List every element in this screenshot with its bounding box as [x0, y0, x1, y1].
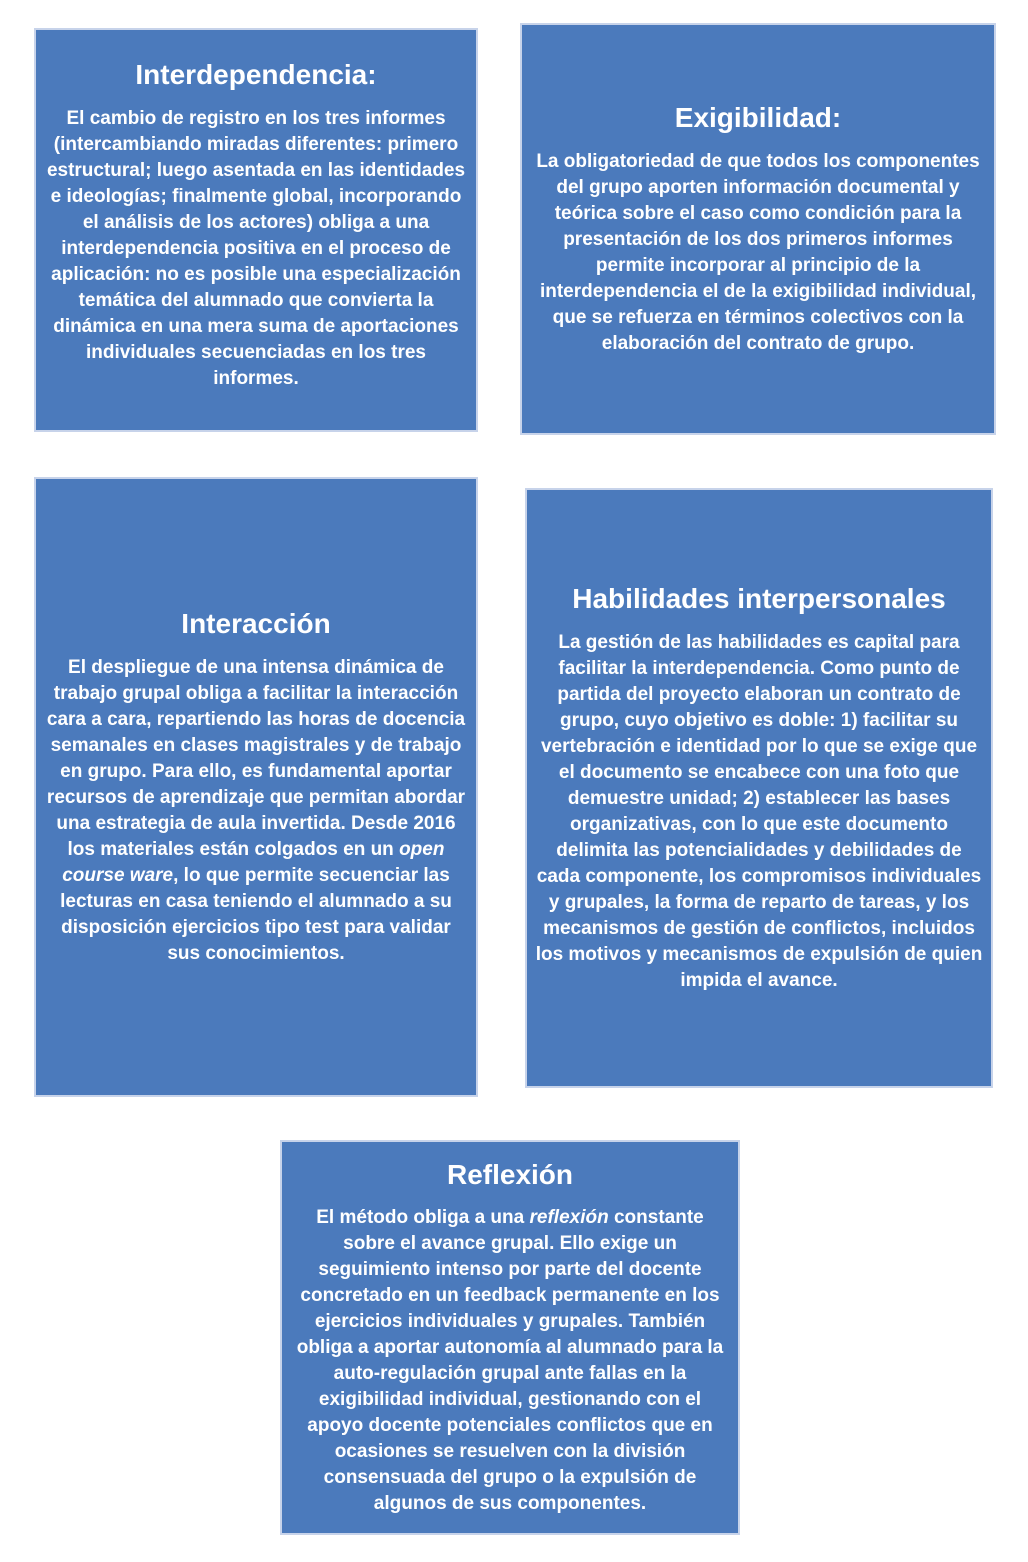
card-title-reflexion: Reflexión: [446, 1158, 574, 1190]
card-title-interdependencia: Interdependencia:: [135, 59, 377, 90]
card-title-interaccion: Interacción: [181, 608, 331, 640]
card-exigibilidad: [520, 23, 996, 435]
card-interaccion: [34, 477, 478, 1097]
card-title-exigibilidad: Exigibilidad:: [674, 102, 842, 134]
card-interdependencia: [34, 28, 478, 432]
card-body-interaccion: El despliegue de una intensa dinámica de trabajo grupal obliga a facilitar la interacción cara a cara, repartiendo las horas de docencia semanales en clases magistrales y de trabajo en grupo. Para ello, es fundamental aportar recursos de aprendizaje que permitan abordar una estrategia de aula invertida. Desde 2016 los materiales están colgados en un open course ware, lo que permite secuenciar las lecturas en casa teniendo el alumnado a su disposición ejercicios tipo test para validar sus conocimientos.: [46, 656, 466, 964]
card-body-exigibilidad: La obligatoriedad de que todos los componentes del grupo aporten información documental y teórica sobre el caso como condición para la presentación de los dos primeros informes permite incorporar al principio de la interdependencia el de la exigibilidad individual, que se refuerza en términos colectivos con la elaboración del contrato de grupo.: [536, 150, 980, 354]
card-reflexion: [280, 1140, 740, 1535]
card-habilidades-interpersonales: [525, 488, 993, 1088]
card-body-interdependencia: El cambio de registro en los tres informes (intercambiando miradas diferentes: primero estructural; luego asentada en las identidades e ideologías; finalmente global, incorporando el análisis de los actores) obliga a una interdependencia positiva en el proceso de aplicación: no es posible una especialización temática del alumnado que convierta la dinámica en una mera suma de aportaciones individuales secuenciadas en los tres informes.: [46, 107, 466, 389]
card-body-habilidades-interpersonales: La gestión de las habilidades es capital para facilitar la interdependencia. Como punto de partida del proyecto elaboran un contrato de grupo, cuyo objetivo es doble: 1) facilitar su vertebración e identidad por lo que se exige que el documento se encabece con una foto que demuestre unidad; 2) establecer las bases organizativas, con lo que este documento delimita las potencialidades y debilidades de cada componente, los compromisos individuales y grupales, la forma de reparto de tareas, y los mecanismos de gestión de conflictos, incluidos los motivos y mecanismos de expulsión de quien impida el avance.: [535, 631, 983, 991]
card-title-habilidades-interpersonales: Habilidades interpersonales: [572, 583, 946, 615]
card-body-reflexion: El método obliga a una reflexión constante sobre el avance grupal. Ello exige un seguimiento intenso por parte del docente concretado en un feedback permanente en los ejercicios individuales y grupales. También obliga a aportar autonomía al alumnado para la auto-regulación grupal ante fallas en la exigibilidad individual, gestionando con el apoyo docente potenciales conflictos que en ocasiones se resuelven con la división consensuada del grupo o la expulsión de algunos de sus componentes.: [296, 1207, 724, 1515]
